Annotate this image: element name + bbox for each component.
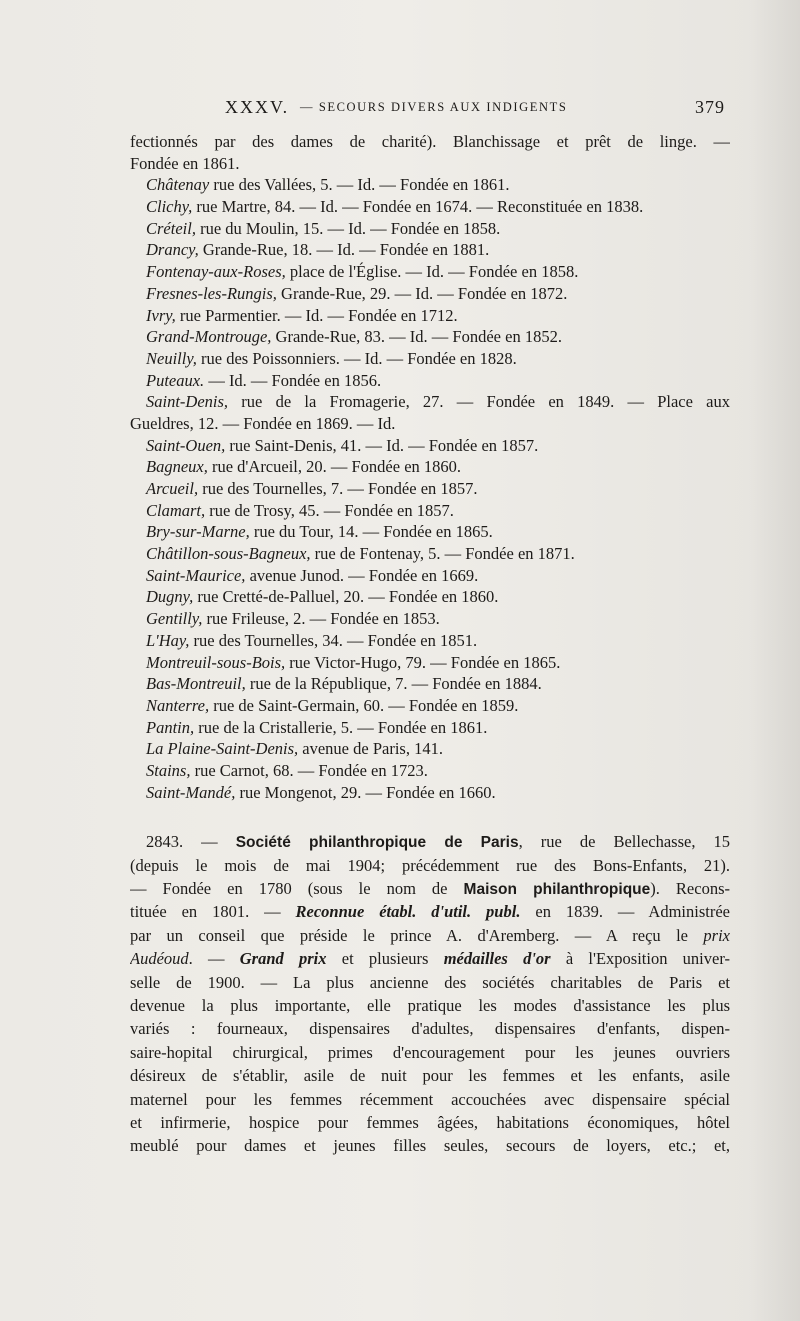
entry-details: rue de Trosy, 45. — Fondée en 1857. bbox=[205, 500, 454, 520]
place-name: L'Hay, bbox=[146, 630, 190, 650]
location-entry bbox=[130, 348, 730, 370]
entry-details: rue Cretté-de-Palluel, 20. — Fondée en 1860. bbox=[193, 587, 499, 607]
location-entry bbox=[130, 586, 730, 608]
place-name: Nanterre, bbox=[146, 695, 210, 715]
location-entry bbox=[130, 717, 730, 739]
chapter-number: XXXV. bbox=[225, 97, 290, 117]
location-entry bbox=[130, 283, 730, 305]
location-entry bbox=[130, 391, 730, 413]
place-name: Fontenay-aux-Roses, bbox=[146, 262, 286, 282]
entry-details: — Id. — Fondée en 1856. bbox=[204, 370, 382, 390]
paragraph-line bbox=[130, 947, 730, 970]
location-entry bbox=[130, 608, 730, 630]
entry-details: rue de la Fromagerie, 27. — Fondée en 1849. — Place aux bbox=[228, 392, 730, 412]
paragraph-line: selle de 1900. — La plus ancienne des sociétés charitables de Paris et bbox=[130, 972, 730, 992]
location-entry bbox=[130, 673, 730, 695]
locations-list bbox=[130, 174, 730, 803]
entry-details: rue Mongenot, 29. — Fondée en 1660. bbox=[235, 782, 496, 802]
entry-details: rue du Tour, 14. — Fondée en 1865. bbox=[249, 522, 493, 542]
text-span: — Fondée en 1780 (sous le nom de bbox=[130, 879, 464, 899]
place-name: Châtillon-sous-Bagneux, bbox=[146, 544, 311, 564]
medals-text: médailles d'or bbox=[443, 949, 551, 969]
entry-details: rue de la Cristallerie, 5. — Fondée en 1861. bbox=[194, 717, 488, 737]
place-name: Grand-Montrouge, bbox=[146, 327, 272, 347]
entry-details: Gueldres, 12. — Fondée en 1869. — Id. bbox=[130, 413, 396, 433]
location-entry bbox=[130, 543, 730, 565]
entry-details: avenue Junod. — Fondée en 1669. bbox=[245, 565, 479, 585]
paragraph-line: meublé pour dames et jeunes filles seules, secours de loyers, etc.; et, bbox=[130, 1136, 730, 1156]
entry-details: rue Parmentier. — Id. — Fondée en 1712. bbox=[175, 305, 458, 325]
location-entry bbox=[130, 521, 730, 543]
paragraph-line: et infirmerie, hospice pour femmes âgées, habitations économiques, hôtel bbox=[130, 1113, 730, 1132]
paragraph-line: maternel pour les femmes récemment accouchées avec dispensaire spécial bbox=[130, 1089, 730, 1109]
paragraph-gap bbox=[130, 803, 730, 830]
location-entry bbox=[130, 478, 730, 500]
place-name: Dugny, bbox=[146, 587, 194, 607]
entry-details: rue Saint-Denis, 41. — Id. — Fondée en 1857. bbox=[225, 435, 539, 455]
place-name: Clamart, bbox=[146, 500, 206, 520]
prize-text: Audéoud bbox=[130, 949, 189, 969]
paragraph-line: saire-hopital chirurgical, primes d'encouragement pour les jeunes ouvriers bbox=[130, 1042, 730, 1062]
paragraph-line: variés : fourneaux, dispensaires d'adultes, dispensaires d'enfants, dispen- bbox=[130, 1019, 730, 1039]
entry-details: rue Carnot, 68. — Fondée en 1723. bbox=[190, 760, 428, 780]
location-entry bbox=[130, 782, 730, 804]
paragraph-line: (depuis le mois de mai 1904; précédemment rue des Bons-Enfants, 21). bbox=[130, 855, 730, 875]
entry-details: Grande-Rue, 18. — Id. — Fondée en 1881. bbox=[198, 240, 490, 260]
location-entry bbox=[130, 738, 730, 760]
prize-text: prix bbox=[703, 925, 730, 945]
location-entry bbox=[130, 456, 730, 478]
location-entry bbox=[130, 630, 730, 652]
location-entry bbox=[130, 261, 730, 283]
place-name: Gentilly, bbox=[146, 609, 203, 629]
paragraph-2843 bbox=[130, 830, 730, 1157]
recognition-text: Reconnue établ. d'util. publ. bbox=[295, 902, 521, 922]
location-entry bbox=[130, 326, 730, 348]
place-name: Montreuil-sous-Bois, bbox=[146, 652, 286, 672]
entry-details: rue de Fontenay, 5. — Fondée en 1871. bbox=[310, 544, 575, 564]
place-name: Clichy, bbox=[146, 197, 193, 217]
place-name: Arcueil, bbox=[146, 479, 199, 498]
entry-details: rue des Vallées, 5. — Id. — Fondée en 1861. bbox=[209, 175, 510, 195]
location-entry bbox=[130, 760, 730, 782]
text-span: tituée en 1801. — bbox=[130, 902, 296, 922]
text-span: à l'Exposition univer- bbox=[550, 949, 730, 969]
place-name: Saint-Mandé, bbox=[146, 782, 236, 802]
paragraph-line: devenue la plus importante, elle pratique les modes d'assistance les plus bbox=[130, 996, 730, 1016]
place-name: Fresnes-les-Rungis, bbox=[146, 283, 277, 303]
place-name: Stains, bbox=[146, 760, 191, 780]
paragraph-line bbox=[130, 924, 730, 947]
page-edge-shadow bbox=[748, 0, 800, 1321]
place-name: Ivry, bbox=[146, 305, 176, 325]
place-name: Châtenay bbox=[146, 175, 210, 195]
entry-details: place de l'Église. — Id. — Fondée en 1858. bbox=[285, 262, 579, 282]
place-name: Pantin, bbox=[146, 717, 195, 737]
intro-line: fectionnés par des dames de charité). Blanchissage et prêt de linge. — bbox=[130, 132, 730, 151]
location-entry bbox=[130, 565, 730, 587]
page-body bbox=[130, 131, 730, 1158]
paragraph-line bbox=[130, 877, 730, 900]
entry-details: rue Victor-Hugo, 79. — Fondée en 1865. bbox=[285, 652, 561, 672]
place-name: Drancy, bbox=[146, 240, 199, 260]
entry-details: rue des Poissonniers. — Id. — Fondée en 1828. bbox=[196, 348, 517, 368]
grand-prix-text: Grand prix bbox=[239, 949, 327, 969]
text-span: en 1839. — Administrée bbox=[520, 902, 730, 922]
place-name: Bry-sur-Marne, bbox=[146, 522, 250, 542]
text-span: par un conseil que préside le prince A. d'Aremberg. — A reçu le bbox=[130, 925, 704, 945]
entry-details: rue des Tournelles, 7. — Fondée en 1857. bbox=[198, 479, 478, 498]
location-entry bbox=[130, 695, 730, 717]
entry-details: Grande-Rue, 29. — Id. — Fondée en 1872. bbox=[276, 283, 568, 303]
place-name: Saint-Ouen, bbox=[146, 435, 226, 455]
chapter-title: — SECOURS DIVERS AUX INDIGENTS bbox=[300, 100, 568, 114]
location-entry bbox=[130, 174, 730, 196]
entry-details: rue de la République, 7. — Fondée en 1884. bbox=[245, 674, 542, 694]
location-entry bbox=[130, 413, 730, 435]
entry-details: rue de Saint-Germain, 60. — Fondée en 1859. bbox=[209, 695, 519, 715]
address-text: , rue de Bellechasse, 15 bbox=[518, 832, 730, 852]
place-name: Neuilly, bbox=[146, 348, 197, 368]
paragraph-line bbox=[130, 830, 730, 853]
location-entry bbox=[130, 218, 730, 240]
text-span: et plusieurs bbox=[326, 949, 444, 969]
location-entry bbox=[130, 435, 730, 457]
place-name: Bagneux, bbox=[146, 457, 208, 477]
entry-details: rue d'Arcueil, 20. — Fondée en 1860. bbox=[207, 457, 462, 477]
page-number: 379 bbox=[695, 97, 725, 117]
location-entry bbox=[130, 239, 730, 261]
location-entry bbox=[130, 305, 730, 327]
place-name: Bas-Montreuil, bbox=[146, 674, 246, 694]
paragraph-line: désireux de s'établir, asile de nuit pour les femmes et les enfants, asile bbox=[130, 1066, 730, 1086]
text-span: . — bbox=[188, 949, 240, 969]
place-name: La Plaine-Saint-Denis, bbox=[146, 739, 299, 759]
text-span: ). Recons- bbox=[650, 879, 730, 899]
society-name: Société philanthropique de Paris bbox=[235, 834, 519, 852]
location-entry bbox=[130, 652, 730, 674]
entry-details: Grande-Rue, 83. — Id. — Fondée en 1852. bbox=[271, 327, 562, 347]
intro-line: Fondée en 1861. bbox=[130, 153, 240, 173]
entry-number: 2843. — bbox=[146, 832, 236, 852]
place-name: Créteil, bbox=[146, 218, 196, 238]
entry-details: rue Martre, 84. — Id. — Fondée en 1674. — Reconstituée en 1838. bbox=[192, 197, 644, 217]
paragraph-line bbox=[130, 900, 730, 923]
former-name: Maison philanthropique bbox=[463, 881, 651, 899]
place-name: Puteaux. bbox=[146, 370, 205, 390]
running-header bbox=[225, 97, 725, 121]
entry-details: avenue de Paris, 141. bbox=[298, 739, 443, 759]
entry-details: rue des Tournelles, 34. — Fondée en 1851. bbox=[189, 630, 478, 650]
location-entry bbox=[130, 370, 730, 392]
place-name: Saint-Maurice, bbox=[146, 565, 246, 585]
place-name: Saint-Denis, bbox=[146, 392, 229, 412]
entry-details: rue du Moulin, 15. — Id. — Fondée en 1858. bbox=[195, 218, 501, 238]
location-entry bbox=[130, 500, 730, 522]
entry-details: rue Frileuse, 2. — Fondée en 1853. bbox=[202, 609, 440, 629]
location-entry bbox=[130, 196, 730, 218]
